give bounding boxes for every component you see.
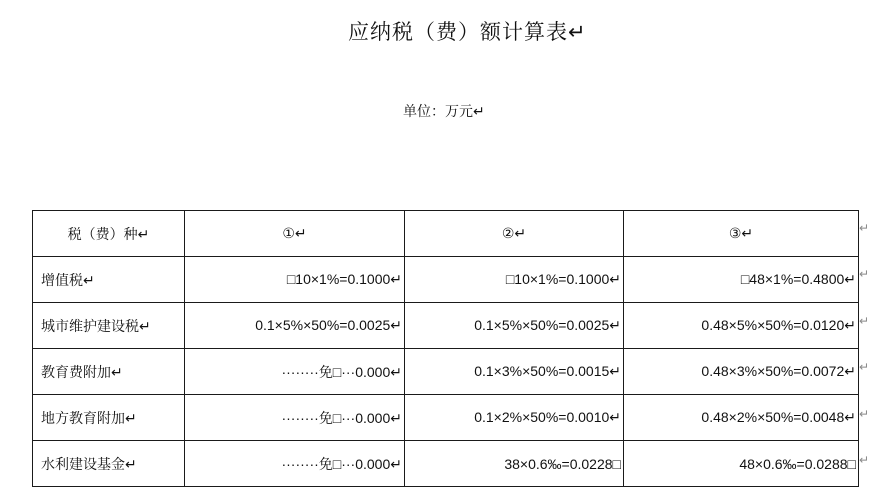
header-tax-type: 税（费）种↵	[33, 211, 185, 257]
calc-cell: 48×0.6‰=0.0288□	[624, 441, 859, 487]
tax-name-cell: 水利建设基金↵	[33, 441, 185, 487]
table-row	[33, 303, 859, 349]
table-row	[33, 257, 859, 303]
table-header-row	[33, 211, 859, 257]
calc-cell: 0.1×2%×50%=0.0010↵	[405, 395, 624, 441]
calc-cell: ········免□···0.000↵	[185, 441, 405, 487]
header-scenario-1: ①↵	[185, 211, 405, 257]
calc-cell: □10×1%=0.1000↵	[405, 257, 624, 303]
tax-calculation-table	[32, 210, 859, 487]
tax-name-cell: 教育费附加↵	[33, 349, 185, 395]
calc-cell: 0.1×5%×50%=0.0025↵	[405, 303, 624, 349]
calc-cell: ········免□···0.000↵	[185, 395, 405, 441]
calc-cell: ········免□···0.000↵	[185, 349, 405, 395]
tax-name-cell: 增值税↵	[33, 257, 185, 303]
calc-cell: 0.48×2%×50%=0.0048↵	[624, 395, 859, 441]
calc-cell: □10×1%=0.1000↵	[185, 257, 405, 303]
row-end-mark: ↵	[859, 407, 869, 421]
row-end-mark: ↵	[859, 221, 869, 235]
calc-cell: 38×0.6‰=0.0228□	[405, 441, 624, 487]
row-end-mark: ↵	[859, 453, 869, 467]
calc-cell: 0.1×5%×50%=0.0025↵	[185, 303, 405, 349]
tax-name-cell: 城市维护建设税↵	[33, 303, 185, 349]
row-end-mark: ↵	[859, 360, 869, 374]
table-row	[33, 395, 859, 441]
tax-name-cell: 地方教育附加↵	[33, 395, 185, 441]
calc-cell: 0.1×3%×50%=0.0015↵	[405, 349, 624, 395]
table-row	[33, 441, 859, 487]
document-title: 应纳税（费）额计算表↵	[348, 21, 587, 44]
calc-cell: 0.48×3%×50%=0.0072↵	[624, 349, 859, 395]
unit-label: 单位：万元↵	[403, 103, 485, 119]
table-row	[33, 349, 859, 395]
calc-cell: □48×1%=0.4800↵	[624, 257, 859, 303]
header-scenario-2: ②↵	[405, 211, 624, 257]
row-end-mark: ↵	[859, 267, 869, 281]
header-scenario-3: ③↵	[624, 211, 859, 257]
row-end-mark: ↵	[859, 314, 869, 328]
calc-cell: 0.48×5%×50%=0.0120↵	[624, 303, 859, 349]
